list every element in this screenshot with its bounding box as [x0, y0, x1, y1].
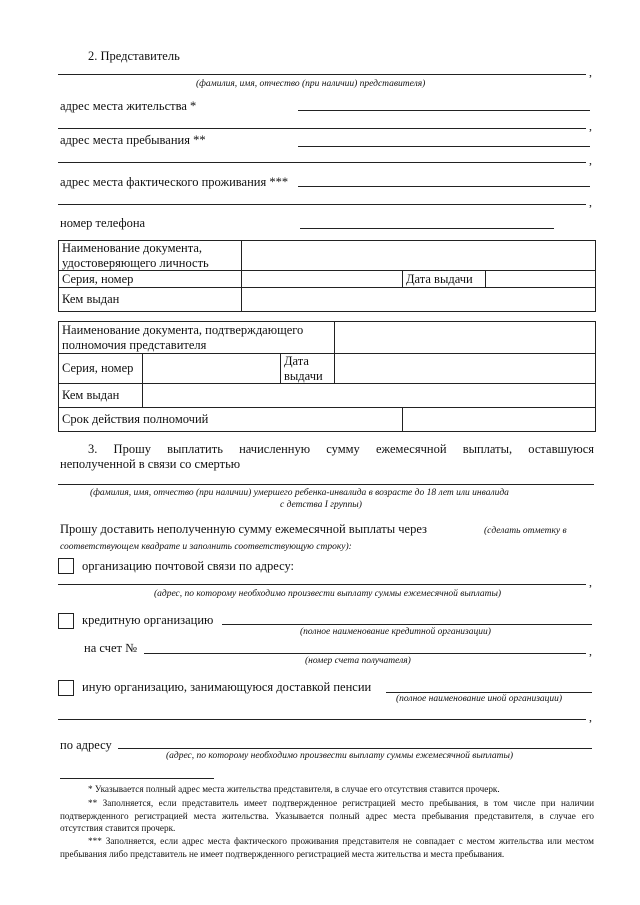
authority-issue-date-label: Дата выдачи — [281, 354, 335, 384]
other-org-name-line-2[interactable] — [58, 719, 586, 720]
actual-address-label: адрес места фактического проживания *** — [60, 175, 289, 189]
comma: , — [589, 65, 592, 79]
identity-issue-date-label: Дата выдачи — [403, 271, 486, 288]
representative-name-caption: (фамилия, имя, отчество (при наличии) представителя) — [196, 79, 426, 89]
authority-issued-by-label: Кем выдан — [59, 384, 143, 408]
credit-org-checkbox[interactable] — [58, 613, 74, 629]
identity-doc-name-field[interactable] — [242, 241, 596, 271]
identity-series-field[interactable] — [242, 271, 403, 288]
delivery-request-note: (сделать отметку в соответствующем квадрате и заполнить соответствующую строку): — [60, 526, 567, 552]
comma: , — [589, 644, 592, 658]
identity-issued-by-field[interactable] — [242, 288, 596, 312]
stay-address-line-2[interactable] — [58, 162, 586, 163]
section-3-request-line-2: неполученной в связи со смертью — [60, 457, 241, 471]
actual-address-line-2[interactable] — [58, 204, 586, 205]
footnote-2: ** Заполняется, если представитель имеет подтвержденное регистрацией место пребывания, в том числе при наличии подтвержденного регистрацией места жительства. Указывается полный адрес места пребывания представителя, в случае его отсутствия ставится прочерк. — [60, 798, 594, 833]
authority-issue-date-field[interactable] — [335, 354, 596, 384]
actual-address-line-1[interactable] — [298, 186, 590, 187]
credit-org-caption: (полное наименование кредитной организации) — [300, 627, 491, 637]
authority-issued-by-field[interactable] — [143, 384, 596, 408]
identity-document-table — [58, 240, 596, 312]
account-number-label: на счет № — [84, 641, 138, 655]
payment-address-label: по адресу — [60, 738, 112, 752]
representative-name-line[interactable] — [58, 74, 586, 75]
other-org-name-line-1[interactable] — [386, 692, 592, 693]
payment-address-caption: (адрес, по которому необходимо произвести выплату суммы ежемесячной выплаты) — [166, 751, 514, 761]
credit-org-name-line[interactable] — [222, 624, 592, 625]
authority-validity-label: Срок действия полномочий — [59, 408, 403, 432]
credit-org-label: кредитную организацию — [82, 613, 214, 627]
comma: , — [589, 119, 592, 133]
deceased-name-caption-1: (фамилия, имя, отчество (при наличии) умершего ребенка-инвалида в возрасте до 18 лет или инвалида — [90, 488, 509, 498]
comma: , — [589, 195, 592, 209]
residence-address-line-2[interactable] — [58, 128, 586, 129]
footnote-separator — [60, 778, 214, 779]
phone-label: номер телефона — [60, 216, 146, 230]
delivery-request-text: Прошу доставить неполученную сумму ежемесячной выплаты через — [60, 522, 427, 536]
footnote-3: *** Заполняется, если адрес места фактического проживания представителя не совпадает с местом жительства или местом пребывания либо представитель не имеет подтвержденного регистрацией места жительства и места пребывания. — [60, 836, 594, 859]
stay-address-line-1[interactable] — [298, 146, 590, 147]
other-org-label: иную организацию, занимающуюся доставкой пенсии — [82, 680, 372, 694]
authority-document-table — [58, 321, 596, 432]
other-org-checkbox[interactable] — [58, 680, 74, 696]
comma: , — [589, 153, 592, 167]
identity-issued-by-label: Кем выдан — [59, 288, 242, 312]
phone-line[interactable] — [300, 228, 554, 229]
identity-issue-date-field[interactable] — [486, 271, 596, 288]
post-office-label: организацию почтовой связи по адресу: — [82, 559, 295, 573]
section-3-request-line-1: 3. Прошу выплатить начисленную сумму ежемесячной выплаты, оставшуюся — [88, 442, 594, 456]
authority-doc-name-label: Наименование документа, подтверждающего полномочия представителя — [59, 322, 335, 354]
footnote-1: * Указывается полный адрес места жительства представителя, в случае его отсутствия ставится прочерк. — [88, 784, 500, 794]
authority-series-field[interactable] — [143, 354, 281, 384]
account-number-line[interactable] — [144, 653, 586, 654]
section-2-title: 2. Представитель — [88, 49, 180, 63]
other-org-caption: (полное наименование иной организации) — [396, 694, 563, 704]
comma: , — [589, 575, 592, 589]
residence-address-line-1[interactable] — [298, 110, 590, 111]
residence-address-label: адрес места жительства * — [60, 99, 197, 113]
deceased-name-caption-2: с детства I группы) — [280, 500, 362, 510]
identity-series-label: Серия, номер — [59, 271, 242, 288]
post-office-checkbox[interactable] — [58, 558, 74, 574]
post-office-address-caption: (адрес, по которому необходимо произвести выплату суммы ежемесячной выплаты) — [154, 589, 502, 599]
payment-address-line[interactable] — [118, 748, 592, 749]
identity-doc-name-label: Наименование документа, удостоверяющего личность — [59, 241, 242, 271]
stay-address-label: адрес места пребывания ** — [60, 133, 206, 147]
deceased-name-line[interactable] — [58, 484, 594, 485]
authority-series-label: Серия, номер — [59, 354, 143, 384]
account-number-caption: (номер счета получателя) — [305, 656, 411, 666]
comma: , — [589, 710, 592, 724]
authority-doc-name-field[interactable] — [335, 322, 596, 354]
authority-validity-field[interactable] — [403, 408, 596, 432]
post-office-address-line[interactable] — [58, 584, 586, 585]
